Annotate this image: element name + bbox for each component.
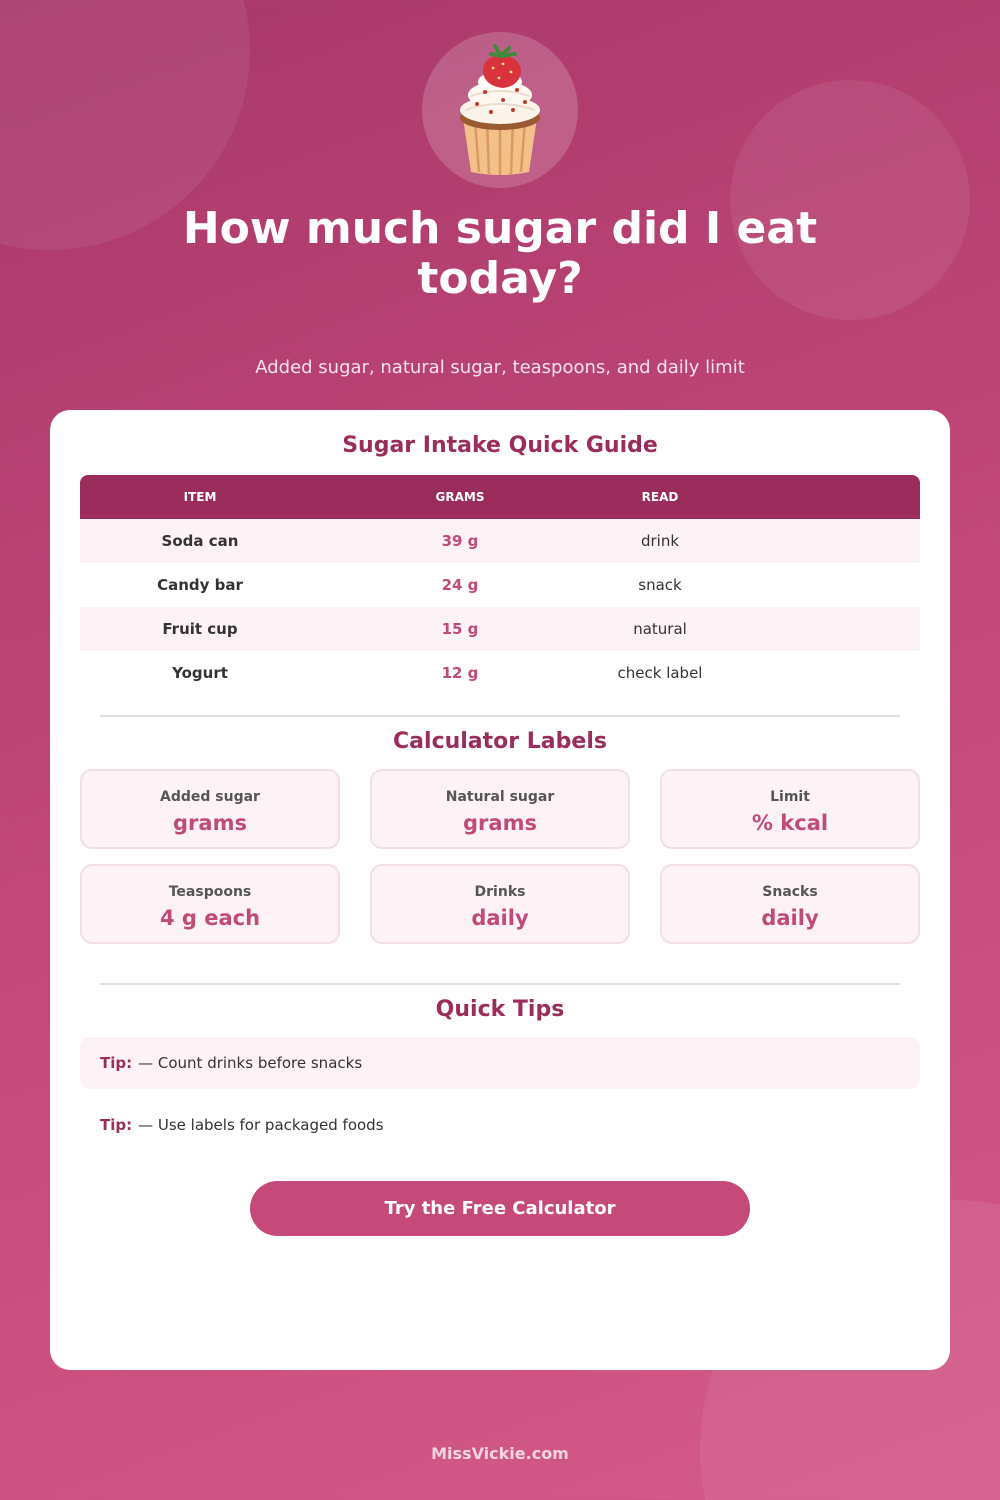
cell-read: natural — [633, 620, 687, 638]
label-card-value: daily — [761, 906, 819, 930]
label-card-value: % kcal — [751, 811, 829, 835]
section-divider — [100, 715, 900, 717]
label-card-value: grams — [173, 811, 247, 835]
label-card-title: Teaspoons — [168, 884, 252, 900]
label-card-snacks — [660, 864, 920, 944]
table-row — [80, 651, 920, 695]
label-card-drinks — [370, 864, 630, 944]
label-card-title: Natural sugar — [445, 789, 555, 805]
table-row — [80, 607, 920, 651]
cell-item: Yogurt — [172, 664, 228, 682]
label-card-value: daily — [471, 906, 529, 930]
label-card-title: Drinks — [474, 884, 526, 900]
label-card-added-sugar — [80, 769, 340, 849]
content-card — [50, 410, 950, 1370]
cell-read: drink — [640, 532, 680, 550]
page-subtitle: Added sugar, natural sugar, teaspoons, and daily limit — [255, 357, 745, 378]
section-divider — [100, 983, 900, 985]
label-card-limit — [660, 769, 920, 849]
column-header-read: READ — [641, 490, 679, 504]
table-row — [80, 519, 920, 563]
page-title: How much sugar did I eat today? — [182, 203, 818, 304]
label-card-teaspoons — [80, 864, 340, 944]
tip-item — [80, 1099, 920, 1151]
tip-text: — Use labels for packaged foods — [138, 1116, 384, 1134]
cupcake-icon — [445, 40, 555, 180]
labels-title: Calculator Labels — [393, 729, 607, 754]
tip-item — [80, 1037, 920, 1089]
table-row — [80, 563, 920, 607]
free-calculator-button[interactable]: Try the Free Calculator — [250, 1181, 750, 1236]
cell-item: Soda can — [161, 532, 239, 550]
guide-title: Sugar Intake Quick Guide — [342, 433, 658, 458]
cell-grams: 12 g — [441, 664, 479, 682]
cell-grams: 39 g — [441, 532, 479, 550]
cell-item: Candy bar — [157, 576, 243, 594]
label-card-title: Added sugar — [160, 789, 260, 805]
cell-read: check label — [617, 664, 703, 682]
sugar-guide-table — [80, 475, 920, 695]
hero-icon-badge — [422, 32, 578, 188]
label-card-title: Limit — [770, 789, 810, 805]
cell-grams: 24 g — [441, 576, 479, 594]
cell-read: snack — [638, 576, 682, 594]
tip-label: Tip: — [100, 1054, 133, 1072]
label-card-value: grams — [463, 811, 537, 835]
tips-title: Quick Tips — [435, 997, 565, 1022]
cell-item: Fruit cup — [162, 620, 238, 638]
tip-text: — Count drinks before snacks — [138, 1054, 363, 1072]
cell-grams: 15 g — [441, 620, 479, 638]
column-header-item: ITEM — [183, 490, 217, 504]
tip-label: Tip: — [100, 1116, 133, 1134]
footer-brand-link[interactable]: MissVickie.com — [431, 1444, 569, 1463]
label-card-value: 4 g each — [159, 906, 261, 930]
label-card-natural-sugar — [370, 769, 630, 849]
table-header — [80, 475, 920, 519]
column-header-grams: GRAMS — [435, 490, 485, 504]
label-card-title: Snacks — [762, 884, 818, 900]
